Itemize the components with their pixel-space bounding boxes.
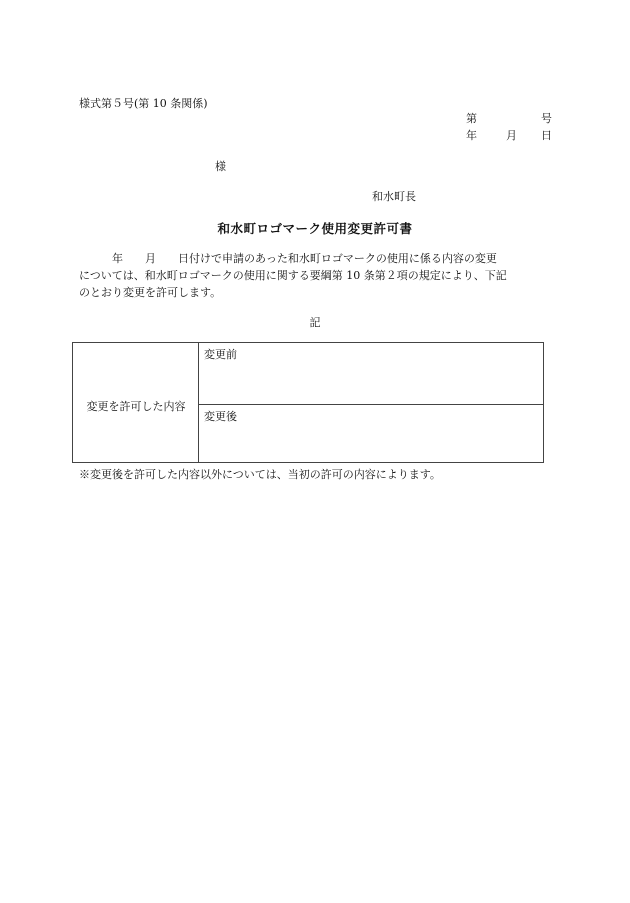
addressee-honorific: 様 <box>215 160 226 173</box>
ki-heading: 記 <box>309 316 321 329</box>
date-year: 年 <box>466 129 477 142</box>
after-label: 変更後 <box>204 410 237 423</box>
body-line-3: のとおり変更を許可します。 <box>79 286 222 299</box>
before-label: 変更前 <box>204 348 237 361</box>
footnote: ※変更後を許可した内容以外については、当初の許可の内容によります。 <box>79 468 441 481</box>
row-divider <box>199 404 543 405</box>
issuer: 和水町長 <box>372 190 416 203</box>
date-month: 月 <box>506 129 517 142</box>
date-day: 日 <box>541 129 552 142</box>
doc-no-suffix: 号 <box>541 112 552 125</box>
body-line-2: については、和水町ロゴマークの使用に関する要綱第 10 条第２項の規定により、下記 <box>79 269 507 282</box>
body-line-1: 年 月 日付けで申請のあった和水町ロゴマークの使用に係る内容の変更 <box>79 252 497 265</box>
form-number: 様式第５号(第 10 条関係) <box>79 97 208 110</box>
document-title: 和水町ロゴマーク使用変更許可書 <box>217 221 413 236</box>
row-label-cell <box>73 343 199 462</box>
row-label: 変更を許可した内容 <box>86 400 186 413</box>
doc-no-prefix: 第 <box>466 112 477 125</box>
change-table <box>72 342 544 463</box>
